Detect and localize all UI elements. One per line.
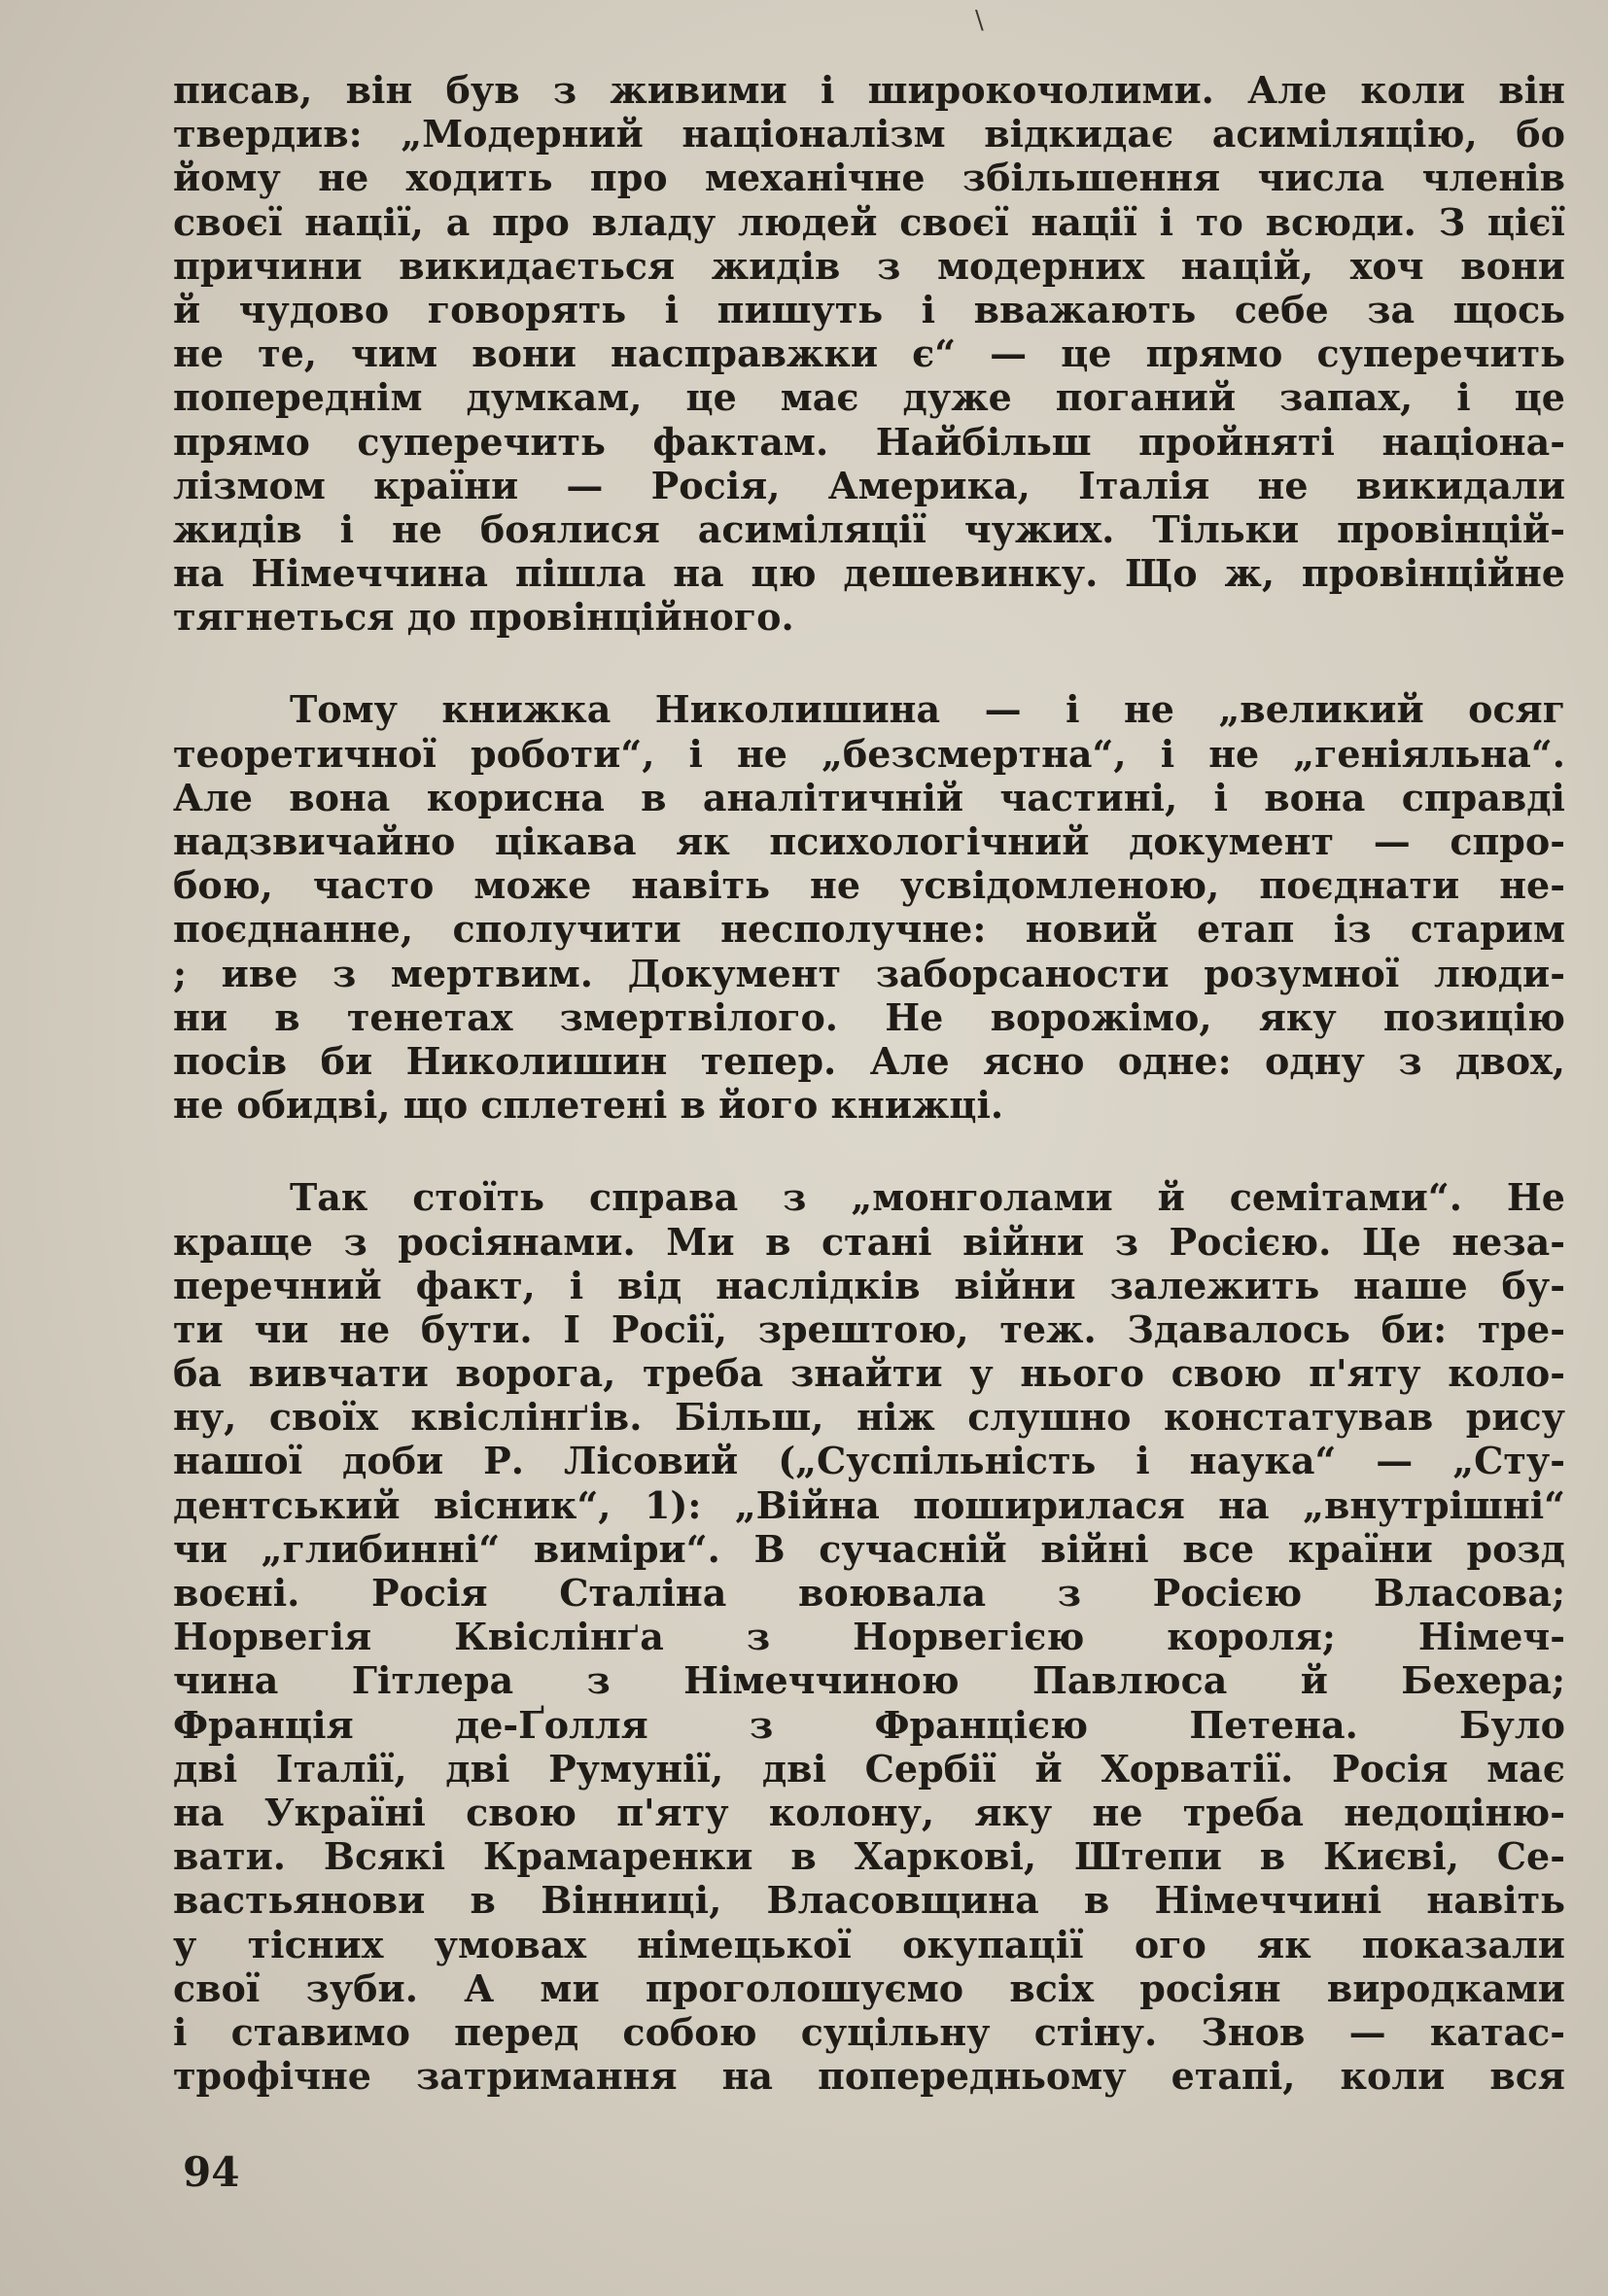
text-line: Франція де-Ґолля з Францією Петена. Було [173, 1702, 1565, 1747]
text-line: у тісних умовах німецької окупації ого як показали [173, 1922, 1565, 1966]
text-line: Але вона корисна в аналітичній частині, і вона справді [173, 775, 1565, 819]
text-line: свої зуби. А ми проголошуємо всіх росіян виродками [173, 1966, 1565, 2010]
text-line: вати. Всякі Крамаренки в Харкові, Штепи в Києві, Се- [173, 1834, 1565, 1879]
paragraph-2 [173, 687, 1565, 1127]
text-line: краще з росіянами. Ми в стані війни з Росією. Це неза- [173, 1219, 1565, 1264]
text-line: жидів і не боялися асиміляції чужих. Тільки провінцій- [173, 506, 1565, 551]
paragraph-3 [173, 1175, 1565, 2098]
text-line: нашої доби Р. Лісовий („Суспільність і наука“ — „Сту- [173, 1439, 1565, 1483]
text-line: ни в тенетах змертвілого. Не ворожімо, яку позицію [173, 994, 1565, 1039]
paragraph-gap [173, 1127, 1565, 1175]
text-line: ти чи не бути. І Росії, зрештою, теж. Здавалось би: тре- [173, 1306, 1565, 1351]
text-line: трофічне затримання на попередньому етапі, коли вся [173, 2054, 1565, 2099]
text-line: поєднанне, сполучити несполучне: новий етап із старим [173, 907, 1565, 952]
text-line: не те, чим вони насправжки є“ — це прямо суперечить [173, 331, 1565, 376]
text-line: перечний факт, і від наслідків війни залежить наше бу- [173, 1263, 1565, 1307]
text-line: писав, він був з живими і широкочолими. Але коли він [173, 68, 1565, 112]
text-line: причини викидається жидів з модерних націй, хоч вони [173, 243, 1565, 288]
scan-speck: \ [975, 6, 984, 35]
paragraph-gap [173, 639, 1565, 687]
text-line: теоретичної роботи“, і не „безсмертна“, і не „геніяльна“. [173, 731, 1565, 776]
text-line: бою, часто може навіть не усвідомленою, поєднати не- [173, 863, 1565, 908]
text-line: воєні. Росія Сталіна воювала з Росією Власова; [173, 1571, 1565, 1615]
body-text [173, 68, 1565, 2098]
text-line: чи „глибинні“ виміри“. В сучасній війні все країни розд [173, 1526, 1565, 1571]
text-line: й чудово говорять і пишуть і вважають себе за щось [173, 287, 1565, 331]
text-line: попереднім думкам, це має дуже поганий запах, і це [173, 375, 1565, 420]
paragraph-1 [173, 68, 1565, 639]
text-line: вастьянови в Вінниці, Власовщина в Німеччині навіть [173, 1878, 1565, 1923]
text-line: йому не ходить про механічне збільшення числа членів [173, 156, 1565, 200]
text-line: посів би Николишин тепер. Але ясно одне: одну з двох, [173, 1038, 1565, 1083]
text-line: дентський вісник“, 1): „Війна поширилася на „внутрішні“ [173, 1482, 1565, 1527]
text-line: лізмом країни — Росія, Америка, Італія не викидали [173, 463, 1565, 507]
text-line: на Україні свою п'яту колону, яку не треба недоціню- [173, 1790, 1565, 1834]
text-line: ; иве з мертвим. Документ заборсаности розумної люди- [173, 951, 1565, 995]
text-line: твердив: „Модерний націоналізм відкидає асиміляцію, бо [173, 112, 1565, 157]
text-line: надзвичайно цікава як психологічний документ — спро- [173, 819, 1565, 863]
text-line: ну, своїх квіслінґів. Більш, ніж слушно констатував рису [173, 1395, 1565, 1440]
text-line: своєї нації, а про владу людей своєї нації і то всюди. З цієї [173, 199, 1565, 244]
text-line: тягнеться до провінційного. [173, 595, 794, 640]
text-line: дві Італії, дві Румунії, дві Сербії й Хорватії. Росія має [173, 1746, 1565, 1791]
text-line: і ставимо перед собою суцільну стіну. Знов — катас- [173, 2009, 1565, 2054]
text-line: прямо суперечить фактам. Найбільш пройняті націона- [173, 419, 1565, 464]
text-line: не обидві, що сплетені в його книжці. [173, 1083, 1004, 1128]
text-line: Тому книжка Николишина — і не „великий осяг [290, 687, 1565, 732]
text-line: Так стоїть справа з „монголами й семітами“. Не [290, 1175, 1565, 1220]
text-line: на Німеччина пішла на цю дешевинку. Що ж, провінційне [173, 551, 1565, 596]
page-number: 94 [183, 2148, 240, 2196]
text-line: Норвегія Квіслінґа з Норвегією короля; Німеч- [173, 1615, 1565, 1659]
text-line: ба вивчати ворога, треба знайти у нього свою п'яту коло- [173, 1351, 1565, 1396]
text-line: чина Гітлера з Німеччиною Павлюса й Бехера; [173, 1658, 1565, 1703]
